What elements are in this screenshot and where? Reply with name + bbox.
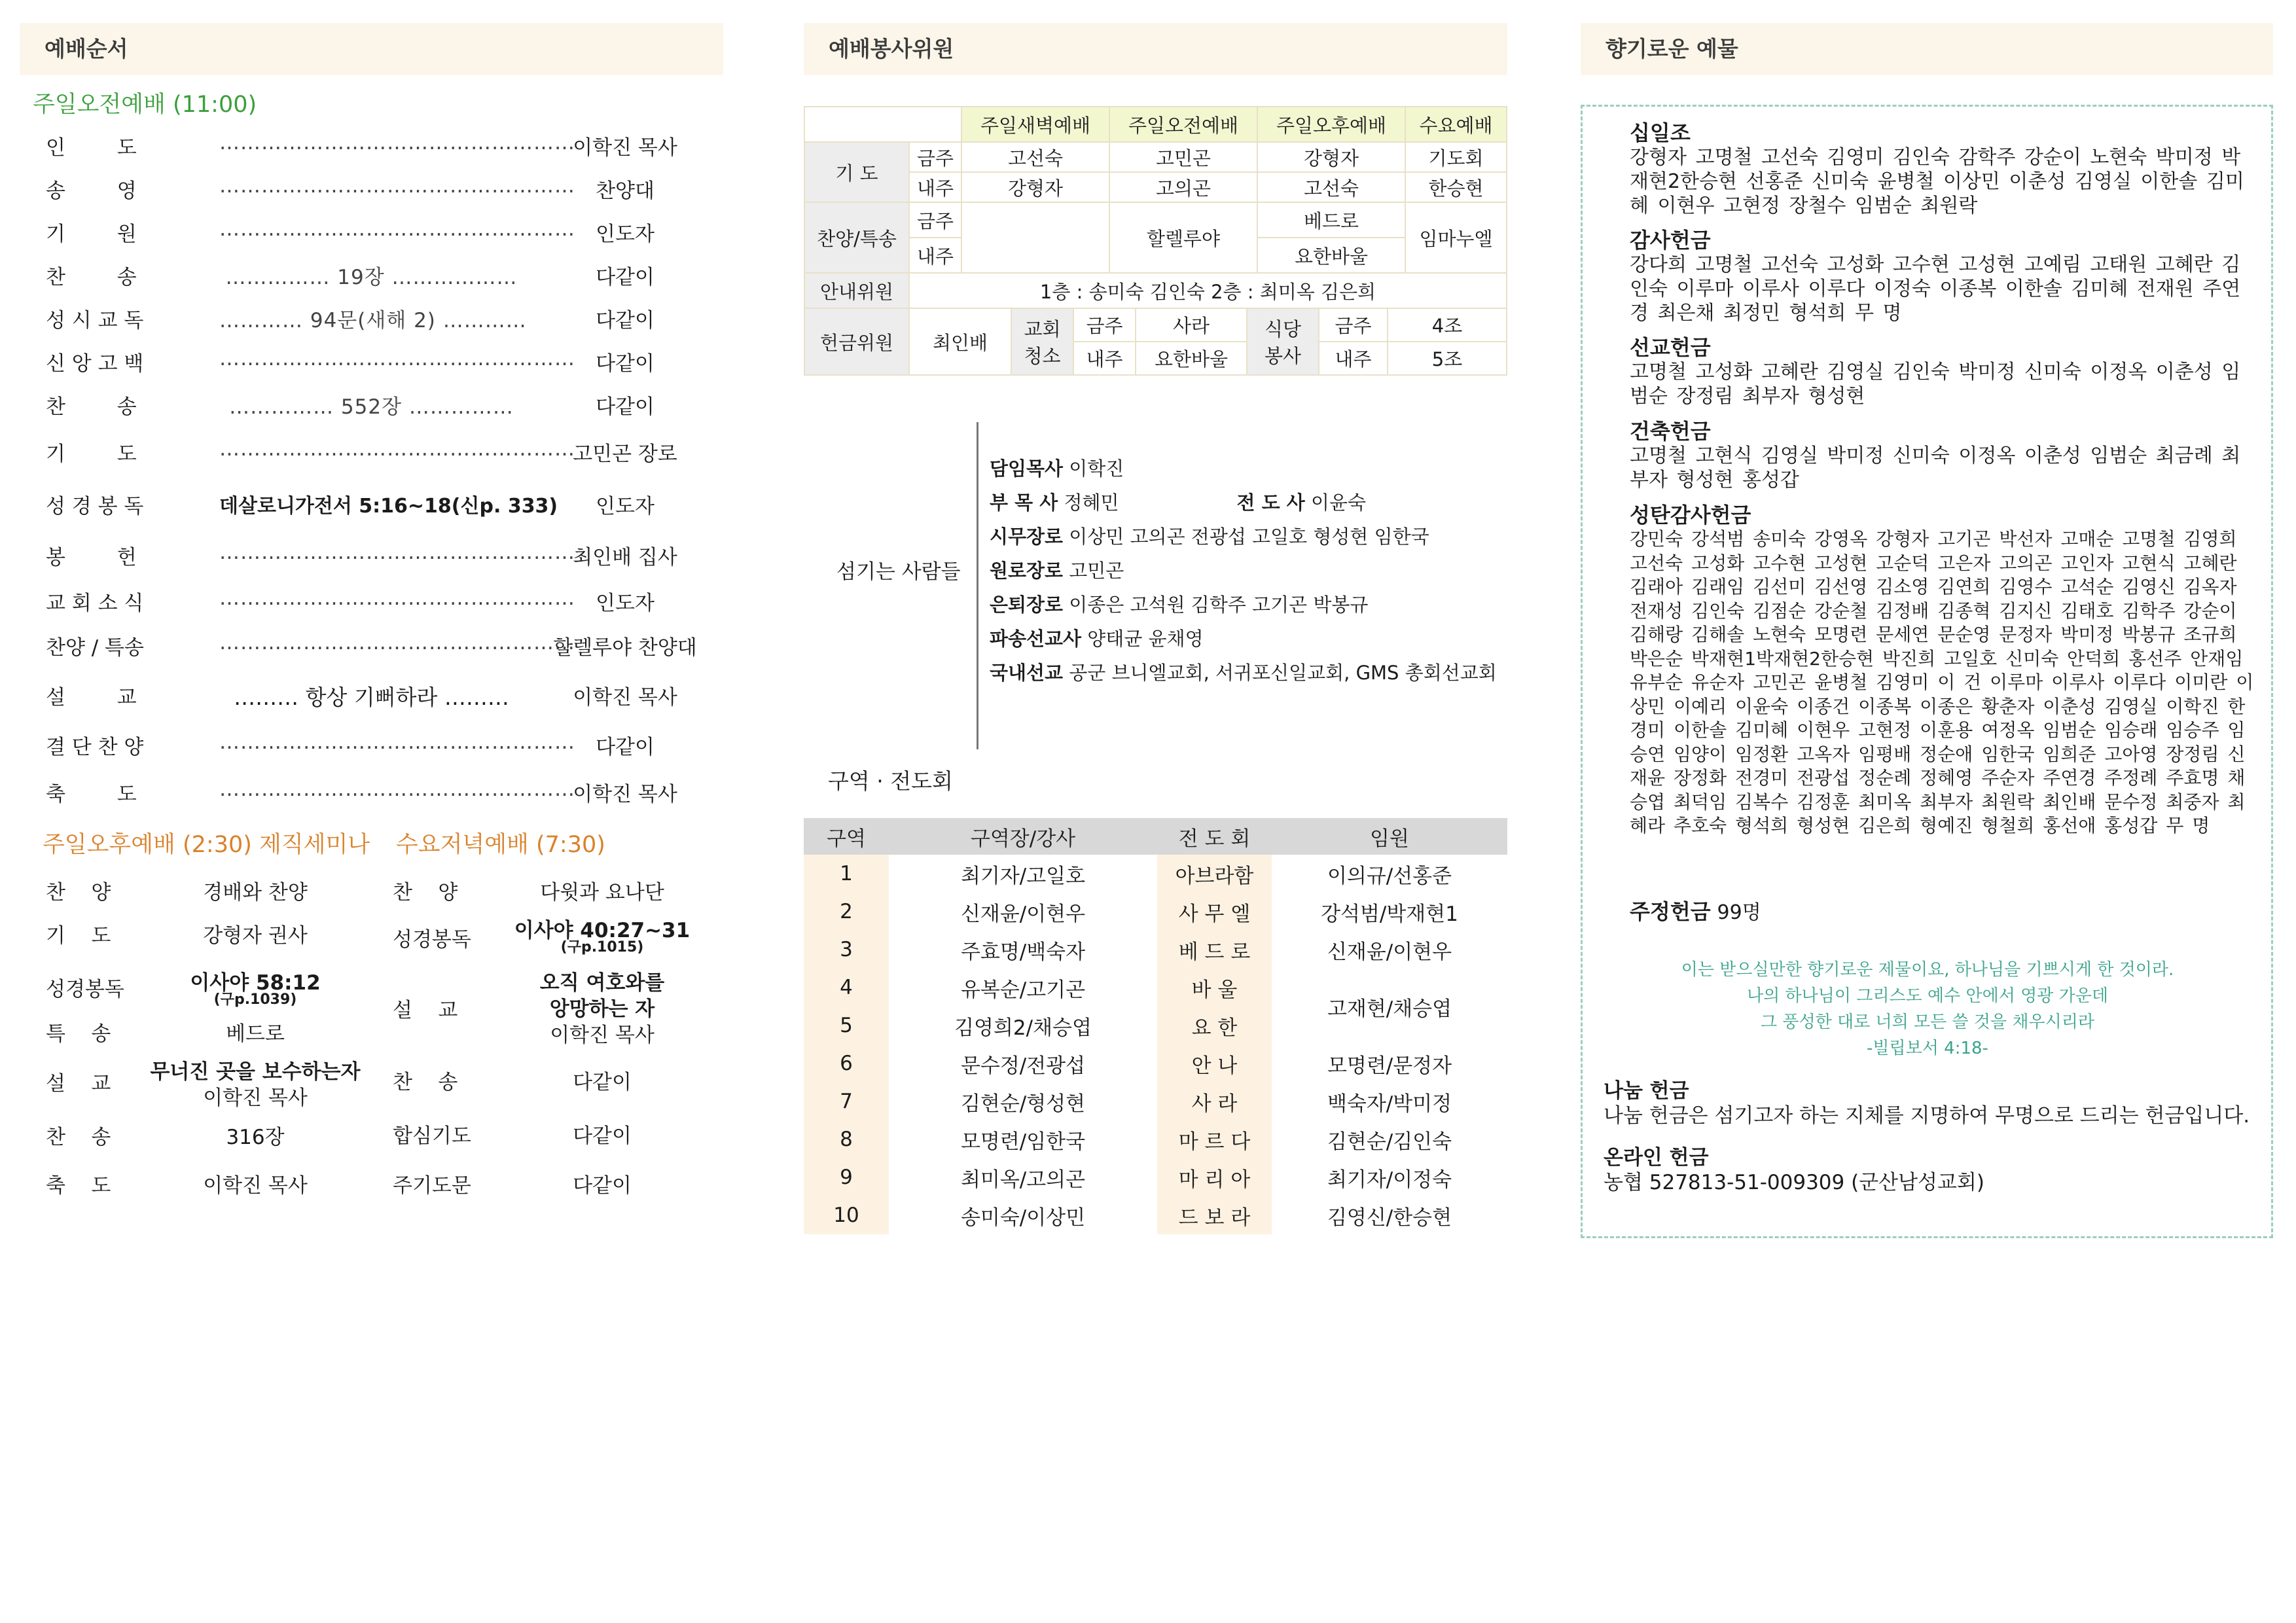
servants-label: 섬기는 사람들 <box>836 560 961 584</box>
wednesday-row: 찬 양 다윗과 요나단 <box>393 881 664 904</box>
afternoon-row: 특 송 베드로 <box>46 1022 285 1046</box>
order-row: 신 앙 고 백 …………………………………………… 다같이 <box>46 347 655 376</box>
table-row: 5 김영희2/채승엽 요 한 <box>804 1007 1507 1044</box>
table-row: 8 모명련/임한국 마 르 다 김현순/김인숙 <box>804 1120 1507 1158</box>
order-row: 찬 송 …………… 552장 …………… 다같이 <box>46 395 655 419</box>
wednesday-row: 찬 송 다같이 <box>393 1071 632 1094</box>
table-row: 9 최미옥/고의곤 마 리 아 최기자/이정숙 <box>804 1158 1507 1196</box>
sharing-offering: 나눔 헌금 나눔 헌금은 섬기고자 하는 지체를 지명하여 무명으로 드리는 헌금입니다. <box>1604 1079 2250 1128</box>
service-volunteers-header: 예배봉사위원 <box>804 23 1507 75</box>
servant-row: 원로장로 고민곤 <box>990 560 1124 582</box>
order-row: 기 원 …………………………………………… 인도자 <box>46 217 655 246</box>
online-offering: 온라인 헌금 농협 527813-51-009309 (군산남성교회) <box>1604 1146 1984 1194</box>
afternoon-row: 성경봉독 이사야 58:12 (구p.1039) <box>46 971 321 1008</box>
afternoon-row: 기 도 강형자 권사 <box>46 924 308 948</box>
gift-section: 성탄감사헌금 강민숙 강석범 송미숙 강영옥 강형자 고기곤 박선자 고매순 고명철 김영희 고선숙 고성화 고수현 고성현 고순덕 고은자 고의곤 고인자 고현식 고혜란 김래아 김래임 김선미 김선영 김소영 김연희 김영수 고석순 김영신 김옥자 전재성 김인숙 김점순 강순철 김정배 김종혁 김지신 김태호 김학주 강순이 김해랑 김해솔 노현숙 모명련 문세연 문순영 문정자 박미정 박봉규 조규희 박은순 박재현1박재현2한승현 박진희 고일호 신미숙 안덕희 홍선주 안재임 유부순 유순자 고민곤 윤병철 김영미 이 건 이루마 이루사 이루다 이미란 이상민 이예리 이윤숙 이종건 이종복 이종은 황춘자 이춘성 김영실 이학진 한경미 이한솔 김미혜 이현우 고현정 이훈용 여정옥 임범순 임승래 임승주 임승연 임양이 임정환 고옥자 임평배 정순애 임한국 임희준 고아영 장정림 신재윤 장정화 전경미 전광섭 정순례 정혜영 주순자 주연경 주정례 주효명 채승엽 최덕임 김복수 김정훈 최미옥 최부자 최원락 최인배 문수정 최중자 최혜라 추호숙 형석희 형성현 김은희 형예진 형철희 홍선애 홍성갑 무 명 <box>1630 503 2254 836</box>
servant-row: 시무장로 이상민 고의곤 전광섭 고일호 형성현 임한국 <box>990 526 1429 548</box>
afternoon-row: 찬 송 316장 <box>46 1126 285 1149</box>
order-row: 설 교 ……… 항상 기뻐하라 ……… 이학진 목사 <box>46 685 677 710</box>
morning-service-title: 주일오전예배 (11:00) <box>33 92 257 118</box>
servant-row: 부 목 사 정혜민 전 도 사 이윤숙 <box>990 491 1367 514</box>
order-row: 기 도 …………………………………………… 고민곤 장로 <box>46 437 677 466</box>
servant-row: 담임목사 이학진 <box>990 457 1124 480</box>
order-row: 교 회 소 식 …………………………………………… 인도자 <box>46 586 655 615</box>
afternoon-row: 찬 양 경배와 찬양 <box>46 881 308 904</box>
table-row: 7 김현순/형성현 사 라 백숙자/박미정 <box>804 1082 1507 1120</box>
order-row: 봉 헌 …………………………………………… 최인배 집사 <box>46 541 677 569</box>
district-title: 구역 · 전도회 <box>828 768 953 794</box>
wednesday-row: 성경봉독 이사야 40:27~31 (구p.1015) <box>393 919 691 955</box>
afternoon-row: 축 도 이학진 목사 <box>46 1174 308 1198</box>
table-row: 4 유복순/고기곤 바 울 고재현/채승엽 <box>804 969 1507 1007</box>
table-row: 6 문수정/전광섭 안 나 모명련/문정자 <box>804 1044 1507 1082</box>
wednesday-service-title: 수요저녁예배 (7:30) <box>396 832 605 858</box>
table-row: 10 송미숙/이상민 드 보 라 김영신/한승현 <box>804 1196 1507 1234</box>
worship-order-header: 예배순서 <box>20 23 723 75</box>
order-row: 인 도 …………………………………………… 이학진 목사 <box>46 131 677 160</box>
order-row: 축 도 …………………………………………… 이학진 목사 <box>46 777 677 806</box>
order-row: 송 영 …………………………………………… 찬양대 <box>46 174 655 203</box>
afternoon-service-title: 주일오후예배 (2:30) 제직세미나 <box>43 832 370 858</box>
afternoon-row: 설 교 무너진 곳을 보수하는자 이학진 목사 <box>46 1060 361 1110</box>
gift-section: 십일조 강형자 고명철 고선숙 김영미 김인숙 감학주 강순이 노현숙 박미정 박재현2한승현 선홍준 신미숙 윤병철 이상민 이춘성 김영실 이한솔 김미혜 이현우 고현정 장철수 임범순 최원락 <box>1630 120 2244 217</box>
offerings-header: 향기로운 예물 <box>1581 23 2273 75</box>
order-row: 찬 송 …………… 19장 ……………… 다같이 <box>46 266 655 289</box>
table-row: 1 최기자/고일호 아브라함 이의규/선홍준 <box>804 855 1507 893</box>
gift-section: 선교헌금 고명철 고성화 고혜란 김영실 김인숙 박미정 신미숙 이정옥 이춘성 임범순 장정림 최부자 형성현 <box>1630 335 2241 408</box>
gift-section: 주정헌금 99명 <box>1630 899 1761 924</box>
table-row: 3 주효명/백숙자 베 드 로 신재윤/이현우 <box>804 931 1507 969</box>
wednesday-row: 합심기도 다같이 <box>393 1124 632 1148</box>
wednesday-row: 설 교 오직 여호와를 앙망하는 자 이학진 목사 <box>393 971 665 1047</box>
table-row: 2 신재윤/이현우 사 무 엘 강석범/박재현1 <box>804 893 1507 931</box>
order-row: 성 경 봉 독 데살로니가전서 5:16~18(신p. 333) 인도자 <box>46 495 655 518</box>
servant-row: 은퇴장로 이종은 고석원 김학주 고기곤 박봉규 <box>990 594 1369 616</box>
order-row: 성 시 교 독 ………… 94문(새해 2) ………… 다같이 <box>46 309 655 332</box>
servant-row: 국내선교 공군 브니엘교회, 서귀포신일교회, GMS 총회선교회 <box>990 662 1497 684</box>
wednesday-row: 주기도문 다같이 <box>393 1174 632 1198</box>
order-row: 결 단 찬 양 …………………………………………… 다같이 <box>46 730 655 759</box>
servant-row: 파송선교사 양태균 윤채영 <box>990 628 1204 650</box>
order-row: 찬양 / 특송 …………………………………………… 할렐루야 찬양대 <box>46 631 697 660</box>
servants-divider <box>977 422 978 749</box>
gift-section: 건축헌금 고명철 고현식 김영실 박미정 신미숙 이정옥 이춘성 임범순 최금례 최부자 형성현 홍성갑 <box>1630 419 2241 491</box>
district-table: 구역 구역장/강사 전 도 회 임원 1 최기자/고일호 아브라함 이의규/선홍준 2 신재윤/이현우 사 무 엘 강석범/박재현1 3 주효명/백숙자 베 드 로 신재윤/이현우 4 유복순/고기곤 바 울 고재현/채승엽 5 김영희2/채승엽 요 한 6 문수정/전광섭 안 나 모명련/문정자 7 김현순/형성현 사 라 백숙자/박미정 8 모명련/임한국 마 르 다 김현순/김인숙 9 최미옥/고의곤 마 리 아 최기자/이정숙 10 송미숙/이상민 드 보 라 김영신/한승현 <box>804 818 1507 1234</box>
scripture-verse: 이는 받으실만한 향기로운 제물이요, 하나님을 기쁘시게 한 것이라. 나의 하나님이 그리스도 예수 안에서 영광 가운데 그 풍성한 대로 너희 모든 쓸 것을 채우시리라 -빌립보서 4:18- <box>1681 960 2174 1058</box>
service-volunteer-table: 주일새벽예배 주일오전예배 주일오후예배 수요예배 기 도 금주 고선숙 고민곤 강형자 기도회 내주 강형자 고의곤 고선숙 한승현 찬양/특송 금주 할렐루야 베드로 임마누엘 내주 요한바울 안내위원 1층 : 송미숙 김인숙 2층 : 최미옥 김은희 헌금위원 최인배 교회 청소 금주 사라 식당 봉사 금주 4조 내주 요한바울 내주 5조 <box>804 106 1507 376</box>
gift-section: 감사헌금 강다희 고명철 고선숙 고성화 고수현 고성현 고예림 고태원 고혜란 김인숙 이루마 이루사 이루다 이정숙 이종복 이한솔 김미혜 전재원 주연경 최은채 최정민 형석희 무 명 <box>1630 228 2241 325</box>
